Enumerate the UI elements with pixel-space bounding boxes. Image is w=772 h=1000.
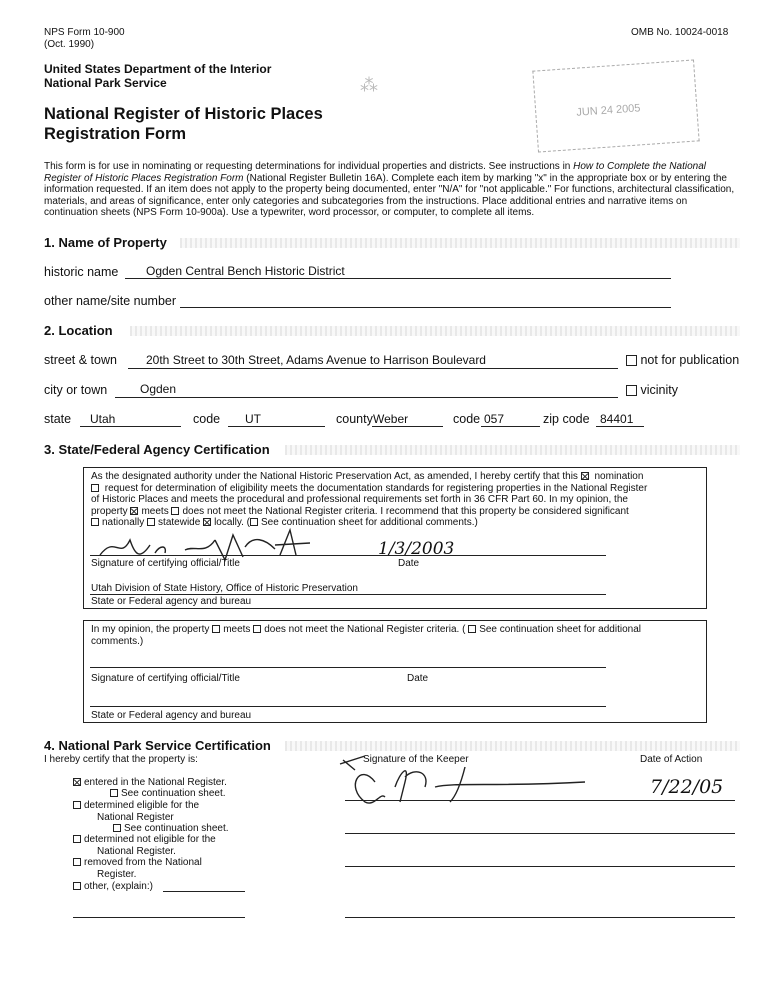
does-not-meet-checkbox[interactable]	[171, 507, 179, 515]
state-line	[80, 426, 181, 427]
section2-heading: 2. Location	[44, 323, 113, 338]
det-not-eligible-checkbox[interactable]	[73, 835, 81, 843]
see-cont-checkbox2[interactable]	[113, 824, 121, 832]
received-stamp: JUN 24 2005	[532, 59, 699, 152]
other-name-line	[180, 307, 671, 308]
opinion-text: In my opinion, the property meets does not meet the National Register criteria. ( See continuation sheet for additional comments.)	[91, 624, 641, 647]
entered-option[interactable]: entered in the National Register.	[73, 777, 227, 788]
state-value[interactable]: Utah	[90, 412, 116, 426]
agency2-label: State or Federal agency and bureau	[91, 710, 252, 721]
street-line	[128, 368, 618, 369]
see-cont-option1[interactable]: See continuation sheet.	[110, 788, 226, 799]
opinion-continuation-checkbox[interactable]	[468, 625, 476, 633]
historic-name-label: historic name	[44, 265, 119, 279]
section-band	[285, 741, 740, 751]
removed-option[interactable]: removed from the National	[73, 857, 202, 868]
register-text: Register.	[97, 869, 137, 880]
section-band	[285, 445, 740, 455]
agency-label: State or Federal agency and bureau	[91, 596, 252, 607]
other-explain-line2	[73, 917, 245, 918]
not-for-publication-checkbox[interactable]	[626, 355, 637, 366]
historic-name-line	[125, 278, 671, 279]
action-date-label: Date of Action	[640, 754, 703, 765]
det-eligible-option[interactable]: determined eligible for the	[73, 800, 199, 811]
form-date: (Oct. 1990)	[44, 39, 95, 50]
state-code-line	[228, 426, 325, 427]
keeper-line3	[345, 866, 735, 867]
see-cont-option2[interactable]: See continuation sheet.	[113, 823, 229, 834]
section-band	[130, 326, 740, 336]
section3-heading: 3. State/Federal Agency Certification	[44, 442, 270, 457]
date-label: Date	[398, 558, 420, 569]
vicinity[interactable]: vicinity	[626, 383, 678, 397]
entered-checkbox[interactable]	[73, 778, 81, 786]
keeper-line1	[345, 800, 735, 801]
section4-heading: 4. National Park Service Certification	[44, 738, 271, 753]
signature-label: Signature of certifying official/Title	[91, 558, 240, 569]
other-explain-line	[163, 891, 245, 892]
form-title-line1: National Register of Historic Places	[44, 105, 323, 123]
removed-checkbox[interactable]	[73, 858, 81, 866]
other-option[interactable]: other, (explain:)	[73, 881, 153, 892]
zip-label: zip code	[543, 412, 590, 426]
det-eligible-checkbox[interactable]	[73, 801, 81, 809]
det-not-eligible-option[interactable]: determined not eligible for the	[73, 834, 216, 845]
historic-name-value[interactable]: Ogden Central Bench Historic District	[146, 264, 345, 278]
date2-label: Date	[407, 673, 429, 684]
agency-line	[90, 594, 606, 595]
form-number: NPS Form 10-900	[44, 27, 125, 38]
action-date[interactable]: 7/22/05	[650, 776, 724, 798]
code-label: code	[193, 412, 221, 426]
certification-date[interactable]: 1/3/2003	[378, 539, 455, 559]
service-name: National Park Service	[44, 76, 167, 90]
meets-checkbox[interactable]	[130, 507, 138, 515]
keeper-line4	[345, 917, 735, 918]
other-name-label: other name/site number	[44, 294, 177, 308]
city-value[interactable]: Ogden	[140, 382, 177, 396]
request-checkbox[interactable]	[91, 484, 99, 492]
city-line	[115, 397, 618, 398]
agency-value[interactable]: Utah Division of State History, Office of Historic Preservation	[91, 583, 358, 594]
signature2-line	[90, 667, 606, 668]
section-band	[180, 238, 740, 248]
county-value[interactable]: Weber	[373, 412, 409, 426]
other-checkbox[interactable]	[73, 882, 81, 890]
street-value[interactable]: 20th Street to 30th Street, Adams Avenue to Harrison Boulevard	[146, 353, 486, 367]
not-for-publication[interactable]: not for publication	[626, 353, 739, 367]
state-certification-text: As the designated authority under the National Historic Preservation Act, as amended, I hereby certify that this nomination request for determination of eligibility meets the documentation standards for registering properties in the National Register of Historic Places and meets the procedural and professional requirements set forth in 36 CFR Part 60. In my opinion, the property meets does not meet the National Register criteria. I recommend that this property be considered significant nationally statewide locally. ( See continuation sheet for additional comments.)	[91, 471, 648, 529]
county-code-line	[481, 426, 540, 427]
state-code-value[interactable]: UT	[245, 412, 261, 426]
zip-value[interactable]: 84401	[600, 412, 634, 426]
opinion-does-not-meet-checkbox[interactable]	[253, 625, 261, 633]
national-register-text1: National Register	[97, 812, 174, 823]
county-label: county	[336, 412, 373, 426]
keeper-line2	[345, 833, 735, 834]
county-code-value[interactable]: 057	[484, 412, 505, 426]
omb-number: OMB No. 10024-0018	[631, 27, 729, 38]
national-register-text2: National Register.	[97, 846, 176, 857]
form-title-line2: Registration Form	[44, 125, 187, 143]
county-line	[372, 426, 443, 427]
stamp-mark: ⁂	[360, 75, 378, 95]
state-label: state	[44, 412, 72, 426]
see-cont-checkbox1[interactable]	[110, 789, 118, 797]
agency2-line	[90, 706, 606, 707]
city-label: city or town	[44, 383, 108, 397]
vicinity-checkbox[interactable]	[626, 385, 637, 396]
section1-heading: 1. Name of Property	[44, 235, 167, 250]
street-label: street & town	[44, 353, 117, 367]
certify-label: I hereby certify that the property is:	[44, 754, 198, 765]
department-name: United States Department of the Interior	[44, 62, 272, 76]
zip-line	[596, 426, 644, 427]
instructions-paragraph: This form is for use in nominating or requesting determinations for individual properties and districts. See instructions in How to Complete the National Register of Historic Places Registration Form (National Register Bulletin 16A). Complete each item by marking "x" in the appropriate box or by entering the information requested. If an item does not apply to the property being documented, enter "N/A" for "not applicable." For functions, architectural classification, materials, and areas of significance, enter only categories and subcategories from the instructions. Place additional entries and narrative items on continuation sheets (NPS Form 10-900a). Use a typewriter, word processor, or computer, to complete all items.	[44, 161, 735, 219]
signature-line	[90, 555, 606, 556]
opinion-meets-checkbox[interactable]	[212, 625, 220, 633]
nomination-checkbox[interactable]	[581, 472, 589, 480]
keeper-signature	[335, 752, 595, 812]
keeper-label: Signature of the Keeper	[363, 754, 469, 765]
county-code-label: code	[453, 412, 481, 426]
signature2-label: Signature of certifying official/Title	[91, 673, 240, 684]
